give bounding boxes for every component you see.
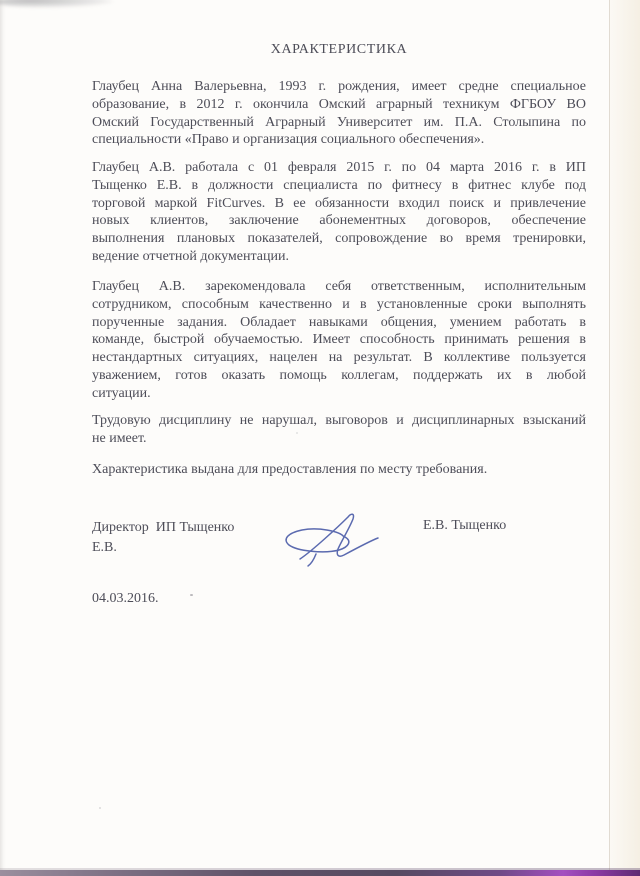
paragraph-evaluation xyxy=(92,278,586,403)
paragraph-education xyxy=(92,78,586,149)
text-line: Глаубец А.В. работала с 01 февраля 2015 г. по 04 марта 2016 г. в ИП xyxy=(92,160,586,175)
paragraph-employment xyxy=(92,159,586,266)
paragraph-discipline xyxy=(92,412,586,448)
text-line: специальности «Право и организация социального обеспечения». xyxy=(92,132,485,148)
text-line: Трудовую дисциплину не нарушал, выговоров и дисциплинарных взысканий xyxy=(92,413,586,428)
handwritten-signature-icon xyxy=(274,508,394,570)
scan-speck xyxy=(190,594,193,596)
text-line: выполнения плановых показателей, сопровождение во время тренировки, xyxy=(92,231,586,247)
scan-left-edge xyxy=(0,0,6,876)
signatory-name: Е.В. Тыщенко xyxy=(423,518,507,533)
text-line: образование, в 2012 г. окончила Омский аграрный техникум ФГБОУ ВО xyxy=(92,96,586,112)
signatory-position: Директор ИП Тыщенко xyxy=(92,520,235,535)
text-line: новых клиентов, заключение абонементных договоров, обеспечение xyxy=(92,213,586,229)
text-line: ведение отчетной документации. xyxy=(92,248,289,264)
text-line: сотрудником, способным качественно и в установленные сроки выполнять xyxy=(92,296,586,312)
text-line: нестандартных ситуациях, нацелен на результат. В коллективе пользуется xyxy=(92,350,586,366)
text-line: Глаубец Анна Валерьевна, 1993 г. рождения, имеет средне специальное xyxy=(92,79,586,94)
text-line: не имеет. xyxy=(92,430,147,446)
signatory-initials: Е.В. xyxy=(92,539,117,555)
text-line: Глаубец А.В. зарекомендовала себя ответственным, исполнительным xyxy=(92,279,586,294)
scan-smudge xyxy=(0,0,114,8)
scan-bottom-edge xyxy=(0,870,640,876)
text-line: Омский Государственный Аграрный Университет им. П.А. Столыпина по xyxy=(92,114,586,130)
text-line: порученные задания. Обладает навыками общения, умением работать в xyxy=(92,314,586,330)
text-line: Тыщенко Е.В. в должности специалиста по фитнесу в фитнес клубе под xyxy=(92,177,586,193)
text-line: уважением, готов оказать помощь коллегам, поддержать их в любой xyxy=(92,367,586,383)
document-title: ХАРАКТЕРИСТИКА xyxy=(270,42,408,57)
page-crease-line xyxy=(609,0,610,876)
document-date: 04.03.2016. xyxy=(92,591,159,606)
text-line: Характеристика выдана для предоставления по месту требования. xyxy=(92,462,488,477)
text-line: торговой маркой FitCurves. В ее обязанности входил поиск и привлечение xyxy=(92,195,586,211)
text-line: ситуации. xyxy=(92,385,151,401)
paragraph-purpose xyxy=(92,461,586,479)
scan-right-edge xyxy=(610,0,640,876)
text-line: команде, быстрой обучаемостью. Имеет способность принимать решения в xyxy=(92,332,586,348)
scan-speck xyxy=(99,807,101,809)
